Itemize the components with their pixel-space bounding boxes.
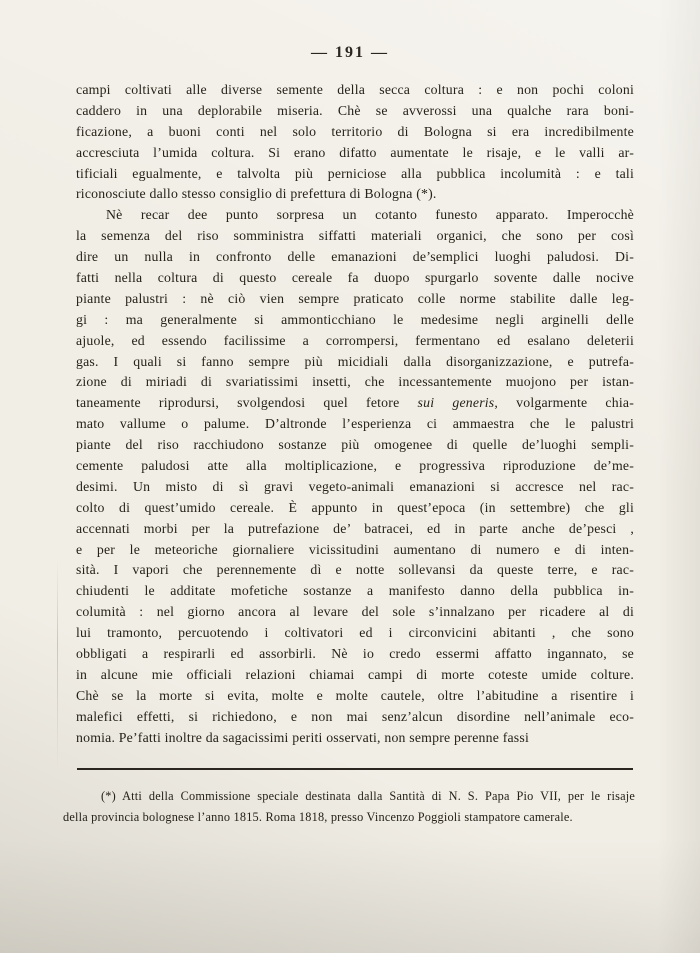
text-line: tificiali egualmente, e talvolta più perniciose alla pubblica incolumità : e tali (76, 165, 634, 181)
text-line: la semenza del riso somministra siffatti materiali organici, che sono per così (76, 228, 634, 244)
text-line: caddero in una deplorabile miseria. Chè se avverossi una qualche rara boni- (76, 102, 634, 118)
text-line: ajuole, ed essendo facilissime a corrompersi, fermentano ed esalano deleterii (76, 332, 634, 348)
text-line: accennati morbi per la putrefazione de’ batracei, ed in parte anche de’pesci , (76, 520, 634, 536)
text-line: accresciuta l’umida coltura. Si erano difatto aumentate le risaje, e le valli ar- (76, 144, 634, 160)
text-line: in alcune mie officiali relazioni chiamai campi di morte coteste umide colture. (76, 666, 634, 682)
text-line: obbligati a respirarli ed assorbirli. Nè io credo essermi affatto ingannato, se (76, 646, 634, 662)
footnote (63, 786, 635, 827)
page-number: — 191 — (311, 44, 389, 61)
text-line: (*) Atti della Commissione speciale destinata dalla Santità di N. S. Papa Pio VII, per le risaje (101, 789, 635, 803)
footnote-divider (77, 768, 633, 770)
text-line: gi : ma generalmente si ammonticchiano le medesime negli arginelli delle (76, 311, 634, 327)
text-line: zione di miriadi di svariatissimi insetti, che incessantemente muojono per istan- (76, 374, 634, 390)
text-line: fatti nella coltura di questo cereale fa duopo spurgarlo sovente dalle nocive (76, 270, 634, 286)
text-line: sità. I vapori che perennemente dì e notte sollevansi da queste terre, e rac- (76, 562, 634, 578)
text-line: malefici effetti, si richiedono, e non mai senz’alcun disordine nell’animale eco- (76, 708, 634, 724)
text-line: della provincia bolognese l’anno 1815. Roma 1818, presso Vincenzo Poggioli stampatore camerale. (63, 809, 573, 824)
text-line: campi coltivati alle diverse semente della secca coltura : e non pochi coloni (76, 82, 634, 97)
text-line: piante palustri : nè ciò vien sempre praticato colle norme stabilite dalle leg- (76, 290, 634, 306)
text-line: Chè se la morte si evita, molte e molte cautele, oltre l’abitudine a risentire i (76, 687, 634, 703)
text-line: dire un nulla in confronto delle emanazioni de’semplici luoghi paludosi. Di- (76, 249, 634, 265)
text-line: cemente paludosi atte alla moltiplicazione, e progressiva riproduzione de’me- (76, 458, 634, 474)
body-text (76, 80, 634, 749)
text-line: colto di quest’umido cereale. È appunto in quest’epoca (in settembre) che gli (76, 499, 634, 515)
text-line: gas. I quali si fanno sempre più micidiali dalla disorganizzazione, e putrefa- (76, 353, 634, 369)
text-line: lui tramonto, percuotendo i coltivatori ed i circonvicini abitanti , che sono (76, 625, 634, 641)
text-line: nomia. Pe’fatti inoltre da sagacissimi periti osservati, non sempre perenne fassi (76, 729, 529, 745)
text-line: chiudenti le additate mofetiche sostanze a manifesto danno della pubblica in- (76, 583, 634, 599)
text-line: mato vallume o palume. D’altronde l’esperienza ci ammaestra che le palustri (76, 416, 634, 432)
text-line: desimi. Un misto di sì gravi vegeto-animali emanazioni si accresce nel rac- (76, 478, 634, 494)
text-line: taneamente riprodursi, svolgendosi quel fetore sui generis, volgarmente chia- (76, 395, 634, 411)
text-line: ficazione, a buoni conti nel solo territorio di Bologna si era incredibilmente (76, 123, 634, 139)
text-line: columità : nel giorno ancora al levare del sole s’innalzano per ricadere al di (76, 604, 634, 620)
text-line: piante del riso racchiudono sostanze più omogenee di quelle de’luoghi sempli- (76, 437, 634, 453)
text-line: e per le meteoriche giornaliere vicissitudini aumentano di numero e di inten- (76, 541, 634, 557)
text-line: Nè recar dee punto sorpresa un cotanto funesto apparato. Imperocchè (106, 207, 634, 223)
text-line: riconosciute dallo stesso consiglio di prefettura di Bologna (*). (76, 186, 437, 202)
paper-crease (57, 560, 58, 770)
